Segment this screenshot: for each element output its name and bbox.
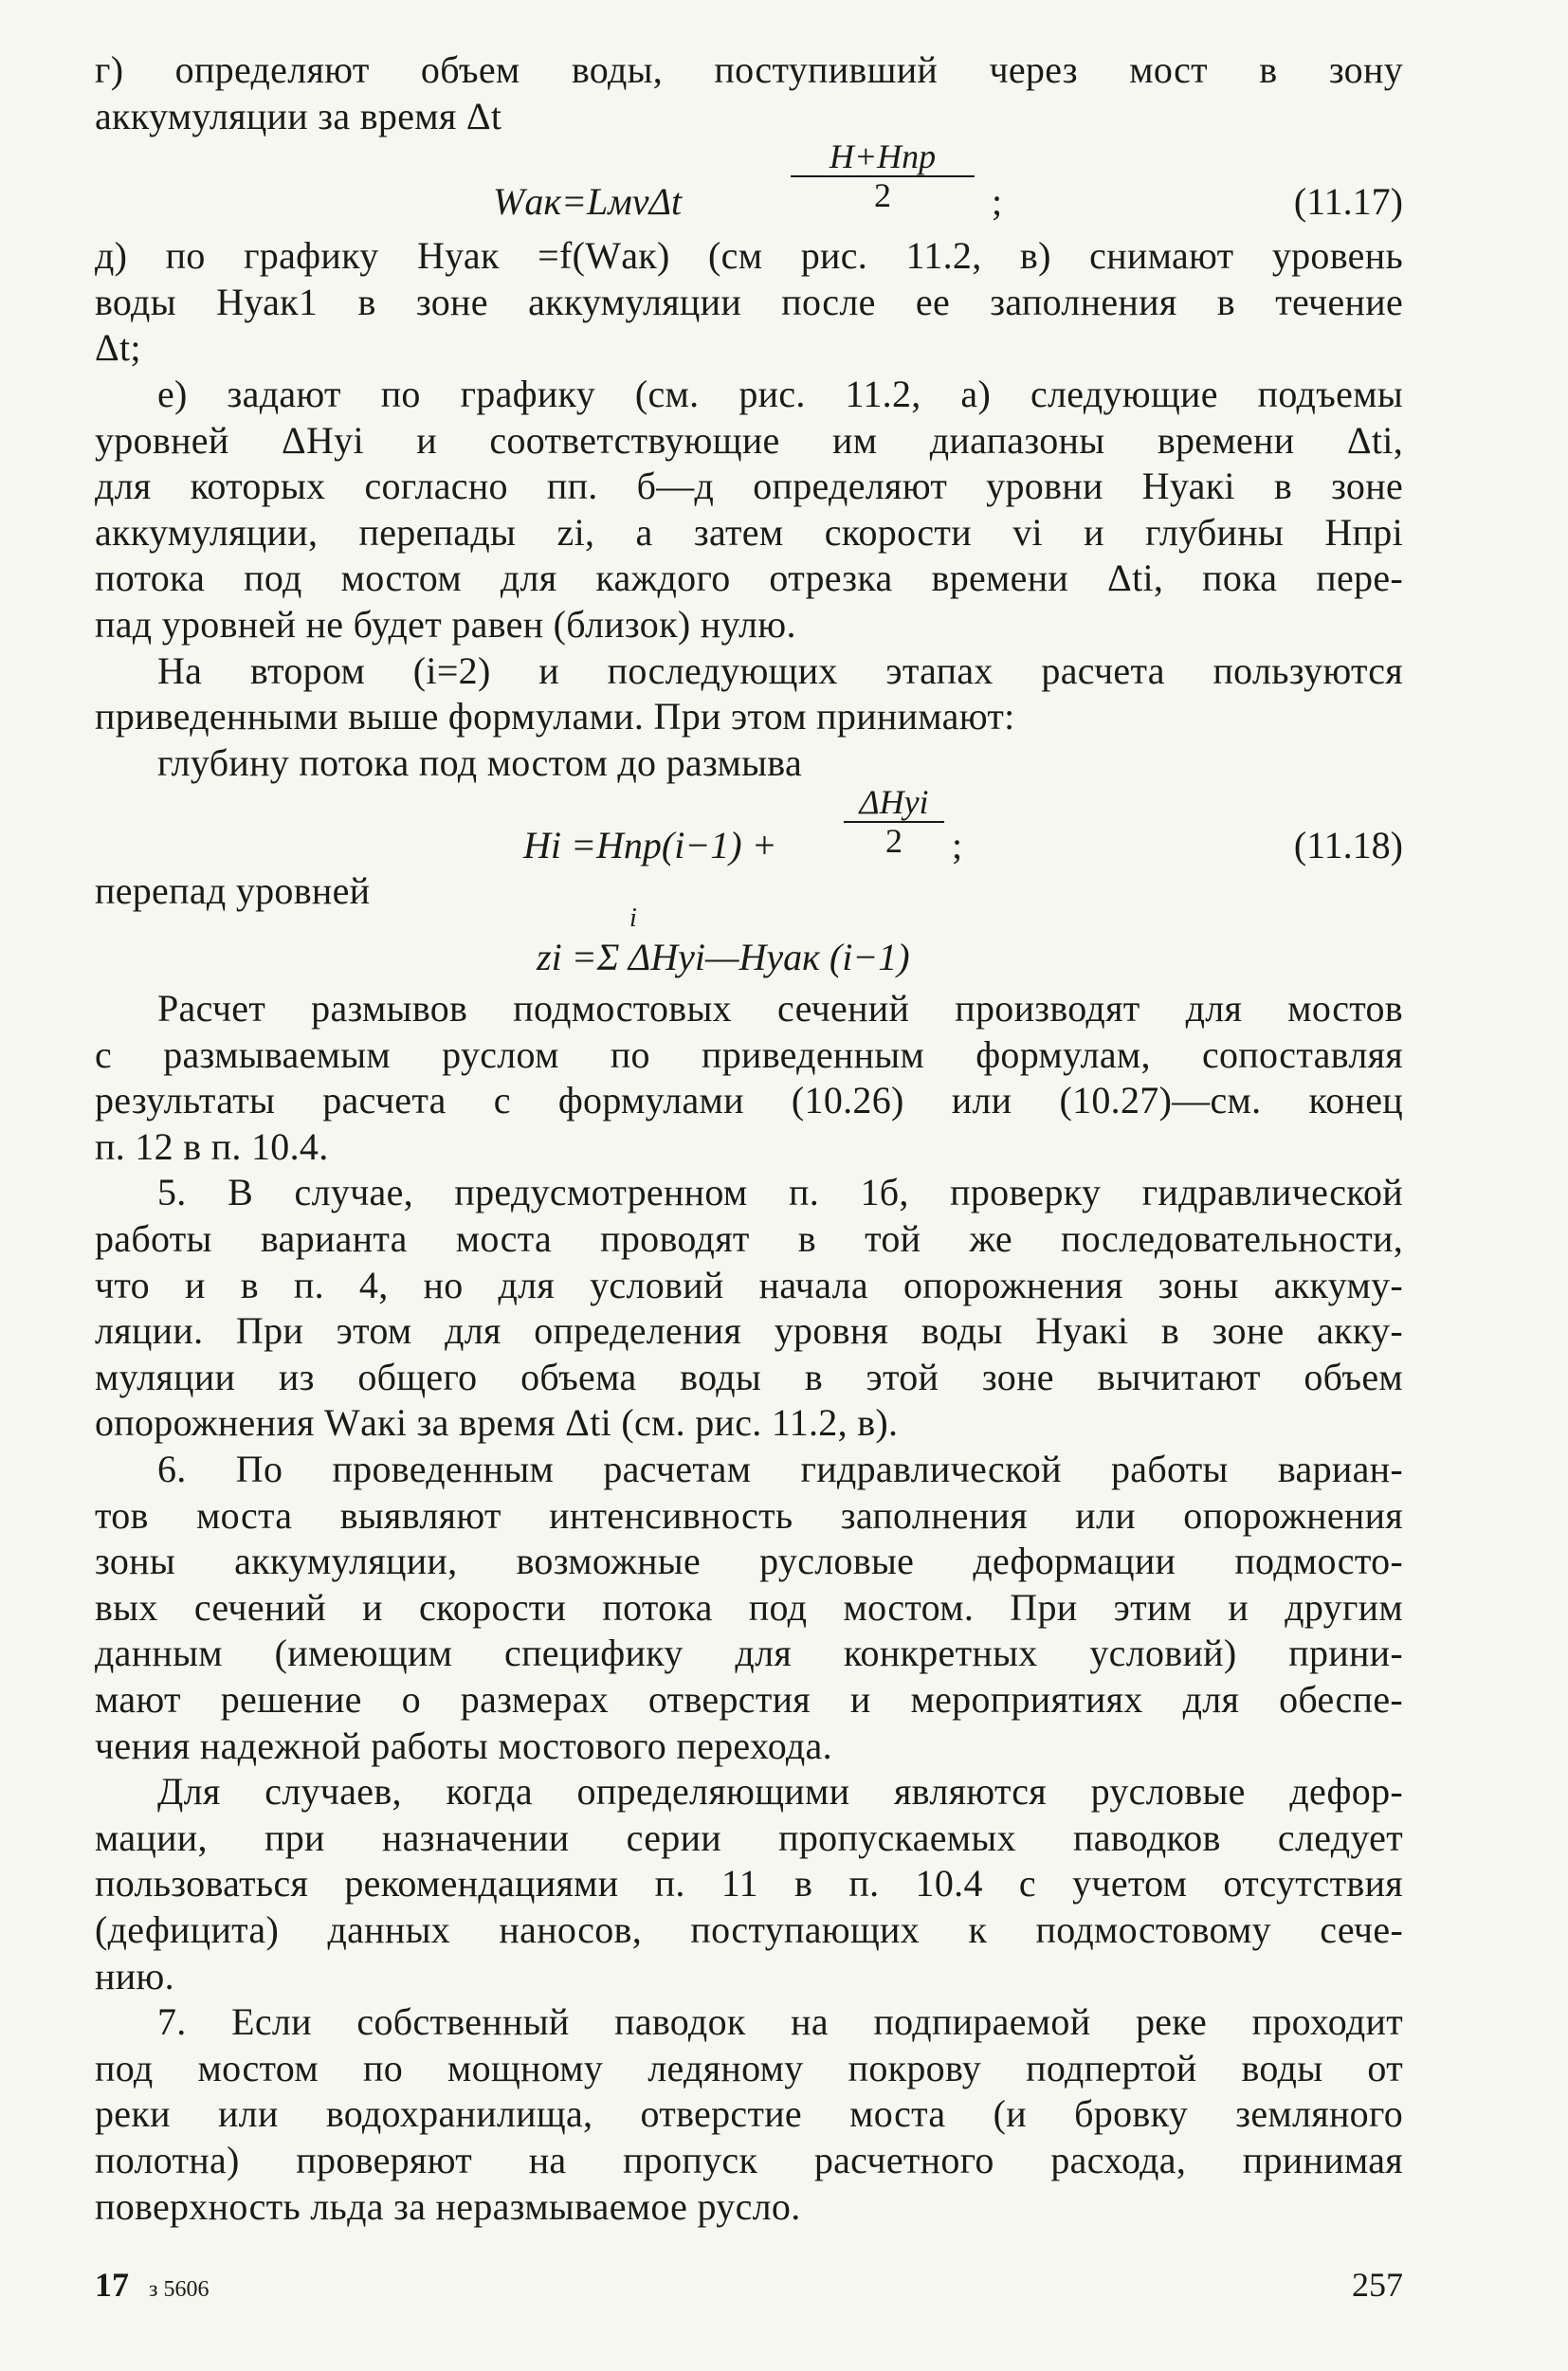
text-line: поверхность льда за неразмываемое русло. bbox=[95, 2185, 801, 2228]
formula-11-17 bbox=[95, 137, 1403, 236]
text-line: е) задают по графику (см. рис. 11.2, а) следующие подъемы bbox=[157, 373, 1403, 415]
text-line: аккумуляции за время Δt bbox=[95, 95, 502, 137]
text-line: для которых согласно пп. б—д определяют уровни Hуакi в зоне bbox=[95, 465, 1403, 507]
text-line: Расчет размывов подмостовых сечений производят для мостов bbox=[157, 987, 1403, 1030]
text-line: Для случаев, когда определяющими являются русловые дефор- bbox=[157, 1770, 1403, 1813]
footer bbox=[95, 2264, 1403, 2306]
text-line: мации, при назначении серии пропускаемых паводков следует bbox=[95, 1816, 1403, 1859]
text-line: аккумуляции, перепады zi, а затем скорости vi и глубины Hпрi bbox=[95, 511, 1403, 554]
text-line: Δt; bbox=[95, 326, 141, 369]
text-line: ляции. При этом для определения уровня воды Hуакi в зоне акку- bbox=[95, 1309, 1403, 1352]
text-line: тов моста выявляют интенсивность заполнения или опорожнения bbox=[95, 1494, 1403, 1537]
text-line: На втором (i=2) и последующих этапах расчета пользуются bbox=[157, 649, 1403, 692]
text-line: муляции из общего объема воды в этой зоне вычитают объем bbox=[95, 1356, 1403, 1398]
page-number: 257 bbox=[1352, 2266, 1403, 2304]
formula-lhs: Hi =Hпр(i−1) + bbox=[523, 824, 777, 866]
text-line: воды Hуак1 в зоне аккумуляции после ее заполнения в течение bbox=[95, 281, 1403, 323]
text-line: с размываемым руслом по приведенным формулам, сопоставляя bbox=[95, 1033, 1403, 1076]
text-line: нию. bbox=[95, 1955, 174, 1997]
text-line: г) определяют объем воды, поступивший через мост в зону bbox=[95, 48, 1403, 91]
text-line: что и в п. 4, но для условий начала опорожнения зоны аккуму- bbox=[95, 1264, 1403, 1306]
text-line: глубину потока под мостом до размыва bbox=[157, 741, 802, 784]
text-line: 5. В случае, предусмотренном п. 1б, проверку гидравлической bbox=[157, 1171, 1403, 1213]
text-line: (дефицита) данных наносов, поступающих к подмостовому сече- bbox=[95, 1908, 1403, 1951]
print-code: з 5606 bbox=[149, 2277, 210, 2302]
text-line: д) по графику Hуак =f(Wак) (см рис. 11.2, в) снимают уровень bbox=[95, 234, 1403, 277]
text-line: чения надежной работы мостового перехода. bbox=[95, 1724, 832, 1767]
fraction-denominator: 2 bbox=[874, 176, 891, 214]
equation-number: (11.17) bbox=[1293, 180, 1403, 223]
signature-number: 17 bbox=[95, 2266, 129, 2304]
text-line: под мостом по мощному ледяному покрову подпертой воды от bbox=[95, 2047, 1403, 2089]
text-line: уровней ΔHyi и соответствующие им диапазоны времени Δti, bbox=[95, 419, 1403, 462]
text-line: пад уровней не будет равен (близок) нулю. bbox=[95, 603, 796, 646]
formula-tail: ; bbox=[992, 180, 1003, 223]
text-line: вых сечений и скорости потока под мостом. При этим и другим bbox=[95, 1586, 1403, 1629]
fraction-denominator: 2 bbox=[885, 822, 903, 860]
text-line: данным (имеющим специфику для конкретных условий) прини- bbox=[95, 1632, 1403, 1674]
formula-z bbox=[95, 904, 1403, 990]
formula-tail: ; bbox=[952, 824, 963, 866]
text-line: реки или водохранилища, отверстие моста (и бровку земляного bbox=[95, 2092, 1403, 2135]
fraction-numerator: H+Hпр bbox=[829, 137, 937, 175]
text-line: 7. Если собственный паводок на подпираемой реке проходит bbox=[157, 2000, 1403, 2043]
text-line: результаты расчета с формулами (10.26) или (10.27)—см. конец bbox=[95, 1079, 1403, 1122]
sum-upper-limit: i bbox=[629, 903, 637, 933]
signature-mark bbox=[95, 2264, 209, 2310]
formula-expression: zi =Σ ΔHyi—Hуак (i−1) bbox=[537, 936, 910, 978]
text-line: п. 12 в п. 10.4. bbox=[95, 1125, 329, 1168]
formula-11-18 bbox=[95, 783, 1403, 878]
text-line: работы варианта моста проводят в той же последовательности, bbox=[95, 1217, 1403, 1260]
formula-fraction bbox=[844, 783, 944, 859]
formula-lhs: Wак=LмvΔt bbox=[493, 180, 683, 223]
text-line: 6. По проведенным расчетам гидравлической работы вариан- bbox=[157, 1448, 1403, 1490]
text-line: перепад уровней bbox=[95, 869, 371, 912]
fraction-numerator: ΔHyi bbox=[859, 783, 929, 821]
text-line: потока под мостом для каждого отрезка времени Δti, пока пере- bbox=[95, 556, 1403, 599]
formula-fraction bbox=[791, 137, 975, 213]
text-line: зоны аккумуляции, возможные русловые деформации подмосто- bbox=[95, 1540, 1403, 1582]
text-line: приведенными выше формулами. При этом принимают: bbox=[95, 695, 1015, 738]
text-line: опорожнения Wакi за время Δti (см. рис. 11.2, в). bbox=[95, 1401, 899, 1444]
text-line: мают решение о размерах отверстия и мероприятиях для обеспе- bbox=[95, 1678, 1403, 1721]
equation-number: (11.18) bbox=[1293, 824, 1403, 866]
text-line: пользоваться рекомендациями п. 11 в п. 10.4 с учетом отсутствия bbox=[95, 1862, 1403, 1905]
text-line: полотна) проверяют на пропуск расчетного расхода, принимая bbox=[95, 2139, 1403, 2181]
